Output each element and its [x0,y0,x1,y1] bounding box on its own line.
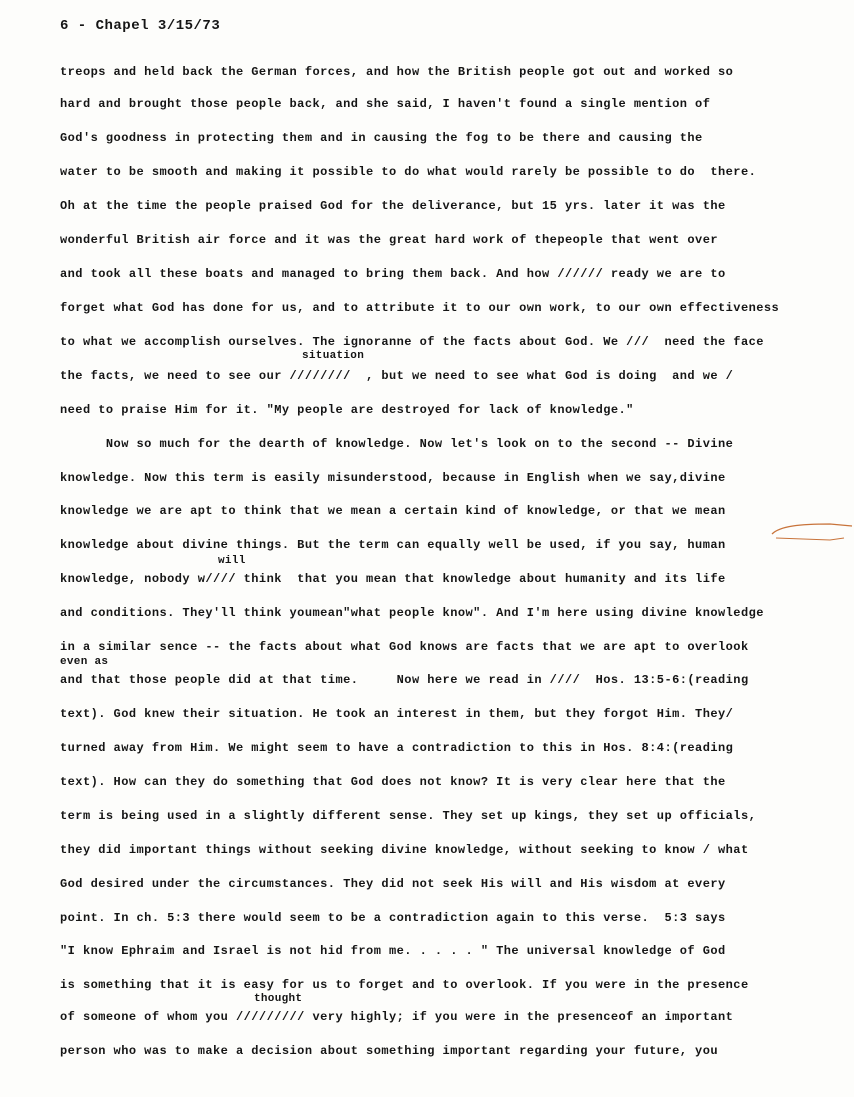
handwritten-insert: thought [254,993,303,1005]
text-line: they did important things without seeking divine knowledge, without seeking to know / what [60,843,749,857]
text-line: to what we accomplish ourselves. The ignoranne of the facts about God. We /// need the face [60,335,764,349]
text-line: knowledge. Now this term is easily misunderstood, because in English when we say,divine [60,471,726,485]
text-line: text). How can they do something that God does not know? It is very clear here that the [60,775,726,789]
text-line: term is being used in a slightly different sense. They set up kings, they set up officials, [60,809,757,823]
text-line: forget what God has done for us, and to attribute it to our own work, to our own effectiveness [60,301,780,315]
text-line: treops and held back the German forces, and how the British people got out and worked so [60,65,734,79]
text-line: text). God knew their situation. He took an interest in them, but they forgot Him. They/ [60,707,734,721]
text-line: Now so much for the dearth of knowledge. Now let's look on to the second -- Divine [60,437,734,451]
handwritten-insert: will [218,555,246,567]
text-line: of someone of whom you ///////// very highly; if you were in the presenceof an important [60,1010,734,1024]
text-line: person who was to make a decision about something important regarding your future, you [60,1044,719,1058]
text-line: God desired under the circumstances. They did not seek His will and His wisdom at every [60,877,726,891]
text-line: knowledge about divine things. But the term can equally well be used, if you say, human [60,538,726,552]
text-line: "I know Ephraim and Israel is not hid from me. . . . . " The universal knowledge of God [60,944,726,958]
text-line: and that those people did at that time. Now here we read in //// Hos. 13:5-6:(reading [60,673,749,687]
text-line: and took all these boats and managed to bring them back. And how ////// ready we are to [60,267,726,281]
margin-pencil-mark [770,514,854,544]
handwritten-insert: even as [60,656,109,668]
text-line: and conditions. They'll think youmean"what people know". And I'm here using divine knowledge [60,606,764,620]
text-line: is something that it is easy for us to forget and to overlook. If you were in the presence [60,978,749,992]
text-line: knowledge we are apt to think that we mean a certain kind of knowledge, or that we mean [60,504,726,518]
text-line: need to praise Him for it. "My people are destroyed for lack of knowledge." [60,403,634,417]
text-line: point. In ch. 5:3 there would seem to be a contradiction again to this verse. 5:3 says [60,911,726,925]
text-line: the facts, we need to see our //////// , but we need to see what God is doing and we / [60,369,734,383]
text-line: Oh at the time the people praised God for the deliverance, but 15 yrs. later it was the [60,199,726,213]
text-line: hard and brought those people back, and she said, I haven't found a single mention of [60,97,711,111]
page-header: 6 - Chapel 3/15/73 [60,18,221,34]
text-line: in a similar sence -- the facts about what God knows are facts that we are apt to overlook [60,640,749,654]
handwritten-insert: situation [302,350,365,362]
text-line: wonderful British air force and it was the great hard work of thepeople that went over [60,233,719,247]
text-line: turned away from Him. We might seem to have a contradiction to this in Hos. 8:4:(reading [60,741,734,755]
text-line: water to be smooth and making it possible to do what would rarely be possible to do there. [60,165,757,179]
text-line: God's goodness in protecting them and in causing the fog to be there and causing the [60,131,703,145]
text-line: knowledge, nobody w//// think that you mean that knowledge about humanity and its life [60,572,726,586]
